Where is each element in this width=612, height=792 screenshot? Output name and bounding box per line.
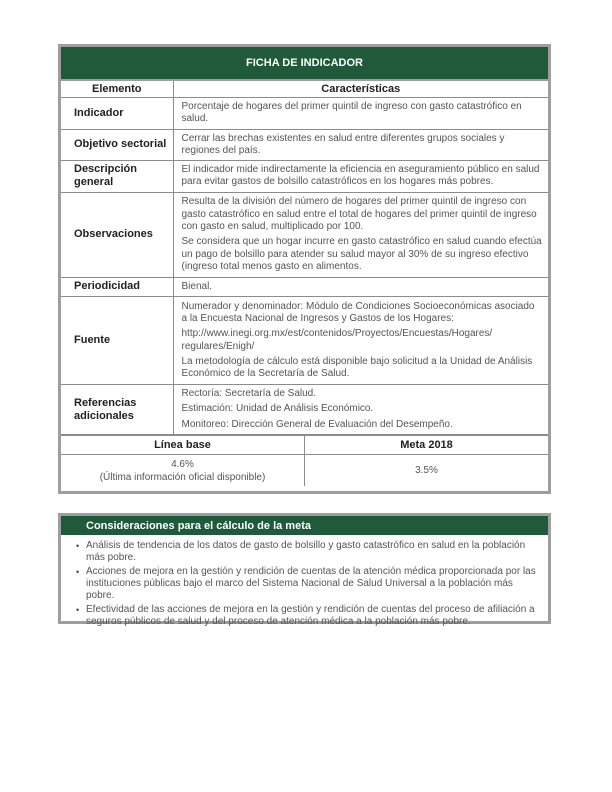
row-referencias-adicionales <box>61 385 548 435</box>
baseline-meta-values <box>61 455 548 487</box>
row-text: Resulta de la división del número de hogares del primer quintil de ingreso con gasto catastrófico en salud entre el total de hogares del primer quintil de ingreso con gasto en salud, multiplicado por 100. <box>181 196 537 232</box>
ficha-indicador-card <box>58 44 551 494</box>
row-value <box>173 192 548 277</box>
row-observaciones <box>61 192 548 277</box>
source-url: http://www.inegi.org.mx/est/contenidos/Proyectos/Encuestas/Hogares/ regulares/Enigh/ <box>181 328 493 352</box>
row-value <box>173 385 548 435</box>
list-item <box>76 540 540 564</box>
row-text: Estimación: Unidad de Análisis Económico. <box>181 403 374 415</box>
list-item <box>76 566 540 602</box>
row-label: Descripción general <box>61 161 173 193</box>
ficha-table <box>61 81 548 435</box>
consideraciones-title: Consideraciones para el cálculo de la meta <box>61 516 548 535</box>
row-text: La metodología de cálculo está disponible bajo solicitud a la Unidad de Análisis Económico de la Secretaría de Salud. <box>181 355 533 380</box>
meta-2018-label: Meta 2018 <box>305 436 549 455</box>
row-value <box>173 277 548 296</box>
list-item <box>76 604 540 628</box>
row-text: Porcentaje de hogares del primer quintil de ingreso con gasto catastrófico en salud. <box>181 101 522 125</box>
row-indicador <box>61 98 548 130</box>
row-text: Se considera que un hogar incurre en gasto catastrófico en salud cuando efectúa un pago de bolsillo para atender su salud mayor al 30% de su ingreso efectivo (ingreso total menos gasto en alimentos. <box>181 236 542 272</box>
header-elemento: Elemento <box>61 81 173 98</box>
meta-2018-value: 3.5% <box>305 455 549 487</box>
linea-base-value: 4.6% <box>171 458 194 470</box>
row-text: El indicador mide indirectamente la eficiencia en aseguramiento público en salud para evitar gastos de bolsillo catastróficos en los hogares más pobres. <box>181 164 540 188</box>
row-label: Indicador <box>61 98 173 130</box>
consideraciones-card <box>58 513 551 627</box>
row-value <box>173 161 548 193</box>
consideraciones-list <box>61 540 548 628</box>
row-objetivo-sectorial <box>61 129 548 161</box>
row-text: Rectoría: Secretaría de Salud. <box>181 388 317 400</box>
row-text: Cerrar las brechas existentes en salud entre diferentes grupos sociales y regiones del país. <box>181 132 505 156</box>
baseline-meta-header <box>61 436 548 455</box>
linea-base-note: (Última información oficial disponible) <box>99 471 266 483</box>
list-item-text: Acciones de mejora en la gestión y rendición de cuentas de la atención médica proporcionada por las instituciones públicas bajo el marco del Sistema Nacional de Salud Universal a la población más pobre. <box>86 566 536 601</box>
row-value <box>173 297 548 385</box>
row-value <box>173 98 548 130</box>
linea-base-cell <box>61 455 305 487</box>
row-text: Bienal. <box>181 280 213 292</box>
linea-base-label: Línea base <box>61 436 305 455</box>
row-descripcion-general <box>61 161 548 193</box>
ficha-header-row <box>61 81 548 98</box>
ficha-title: FICHA DE INDICADOR <box>61 47 548 81</box>
row-label: Observaciones <box>61 192 173 277</box>
row-text: Monitoreo: Dirección General de Evaluación del Desempeño. <box>181 418 453 430</box>
row-value <box>173 129 548 161</box>
row-periodicidad <box>61 277 548 296</box>
row-fuente <box>61 297 548 385</box>
row-text: Numerador y denominador: Módulo de Condiciones Socioeconómicas asociado a la Encuesta Nacional de Ingresos y Gastos de los Hogares: <box>181 300 535 324</box>
baseline-meta-table <box>61 435 548 486</box>
row-label: Objetivo sectorial <box>61 129 173 161</box>
row-label: Referencias adicionales <box>61 385 173 435</box>
list-item-text: Análisis de tendencia de los datos de gasto de bolsillo y gasto catastrófico en salud en la población más pobre. <box>86 540 526 563</box>
bullet-icon: • <box>76 541 80 551</box>
bullet-icon: • <box>76 605 80 615</box>
row-label: Periodicidad <box>61 277 173 296</box>
header-caracteristicas: Características <box>173 81 548 98</box>
list-item-text: Efectividad de las acciones de mejora en la gestión y rendición de cuentas del proceso de afiliación a seguros públicos de salud y del proceso de atención médica a la población más pobre. <box>86 604 535 627</box>
bullet-icon: • <box>76 567 80 577</box>
row-label: Fuente <box>61 297 173 385</box>
